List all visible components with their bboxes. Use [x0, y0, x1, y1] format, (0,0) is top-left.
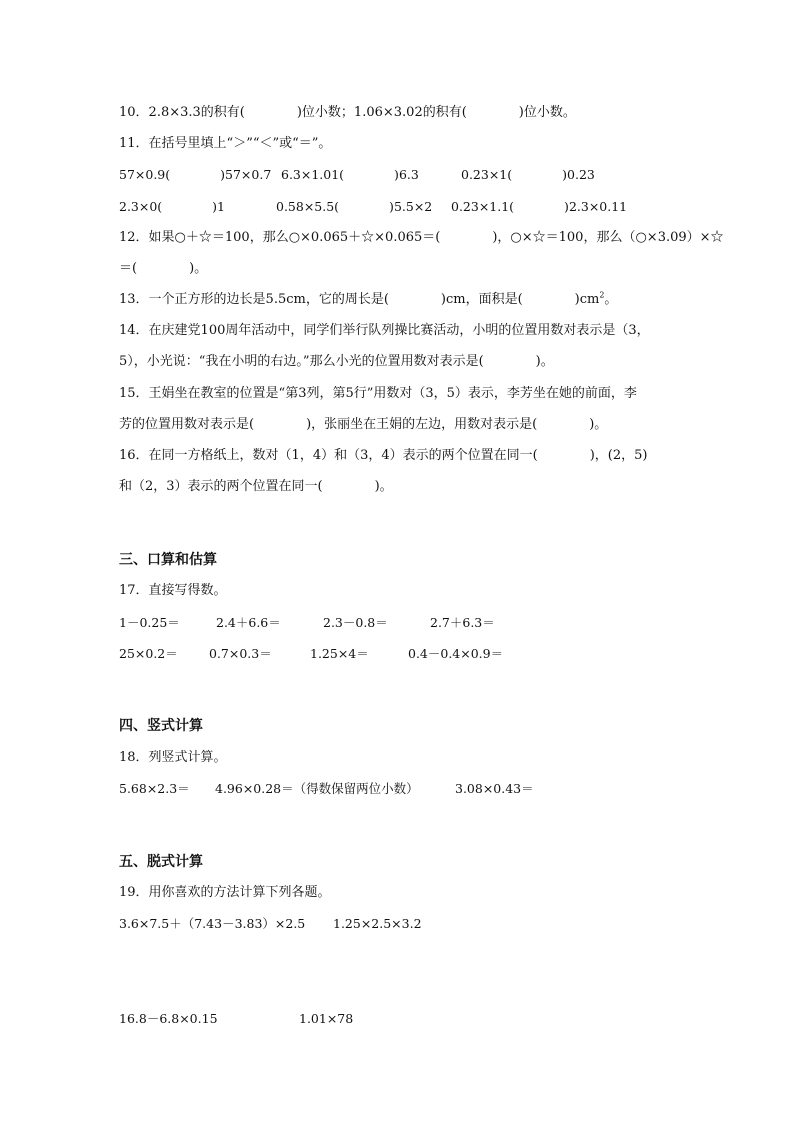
q18-item: 5.68×2.3＝: [119, 781, 190, 796]
q18-item: 4.96×0.28＝（得数保留两位小数）: [215, 781, 419, 796]
q19-item: 1.25×2.5×3.2: [333, 916, 422, 931]
question-12-line2: ＝( )。: [119, 261, 208, 276]
q11-item: 6.3×1.01( )6.3: [281, 167, 419, 182]
section-3-heading: 三、口算和估算: [119, 552, 217, 568]
question-10: 10．2.8×3.3的积有( )位小数；1.06×3.02的积有( )位小数。: [119, 105, 576, 120]
question-15-line2: 芳的位置用数对表示是( )，张丽坐在王娟的左边，用数对表示是( )。: [119, 417, 608, 432]
question-16-line1: 16．在同一方格纸上，数对（1，4）和（3，4）表示的两个位置在同一( )，(2，5): [119, 448, 648, 463]
q17-item: 2.3－0.8＝: [323, 615, 388, 630]
section-4-heading: 四、竖式计算: [119, 718, 203, 734]
question-15-line1: 15．王娟坐在教室的位置是“第3列，第5行”用数对（3，5）表示，李芳坐在她的前面，李: [119, 386, 637, 401]
q11-item: 0.23×1( )0.23: [461, 167, 595, 182]
q11-item: 0.58×5.5( )5.5×2: [276, 199, 433, 214]
q13-superscript: 2: [599, 290, 605, 300]
question-13: [119, 291, 617, 309]
question-12-line1: 12．如果○＋☆＝100，那么○×0.065＋☆×0.065＝( )，○×☆＝100，那么（○×3.09）×☆: [119, 230, 724, 245]
question-11-prompt: 11．在括号里填上“＞”“＜”或“＝”。: [119, 136, 332, 151]
q19-item: 16.8－6.8×0.15: [119, 1011, 218, 1026]
question-18-prompt: 18．列竖式计算。: [119, 750, 227, 765]
q17-item: 1－0.25＝: [119, 615, 180, 630]
q11-item: 57×0.9( )57×0.7: [119, 167, 272, 182]
q17-item: 2.7＋6.3＝: [430, 615, 495, 630]
q17-item: 2.4＋6.6＝: [216, 615, 281, 630]
q17-item: 1.25×4＝: [310, 646, 369, 661]
q17-item: 25×0.2＝: [119, 646, 178, 661]
q13-text: 13．一个正方形的边长是5.5cm，它的周长是( )cm，面积是( )cm: [119, 292, 600, 307]
q11-item: 2.3×0( )1: [119, 199, 226, 214]
q13-end: 。: [604, 292, 618, 307]
q17-item: 0.7×0.3＝: [209, 646, 272, 661]
q18-item: 3.08×0.43＝: [455, 781, 534, 796]
q19-item: 1.01×78: [299, 1011, 354, 1026]
question-17-prompt: 17．直接写得数。: [119, 583, 227, 598]
q19-item: 3.6×7.5＋（7.43－3.83）×2.5: [119, 916, 306, 931]
q17-item: 0.4－0.4×0.9＝: [408, 646, 504, 661]
question-16-line2: 和（2，3）表示的两个位置在同一( )。: [119, 479, 393, 494]
question-14-line1: 14．在庆建党100周年活动中，同学们举行队列操比赛活动，小明的位置用数对表示是（3，: [119, 323, 650, 338]
section-5-heading: 五、脱式计算: [119, 854, 203, 870]
question-19-prompt: 19．用你喜欢的方法计算下列各题。: [119, 885, 331, 900]
q11-item: 0.23×1.1( )2.3×0.11: [451, 199, 628, 214]
question-14-line2: 5），小光说：“我在小明的右边。”那么小光的位置用数对表示是( )。: [119, 354, 554, 369]
